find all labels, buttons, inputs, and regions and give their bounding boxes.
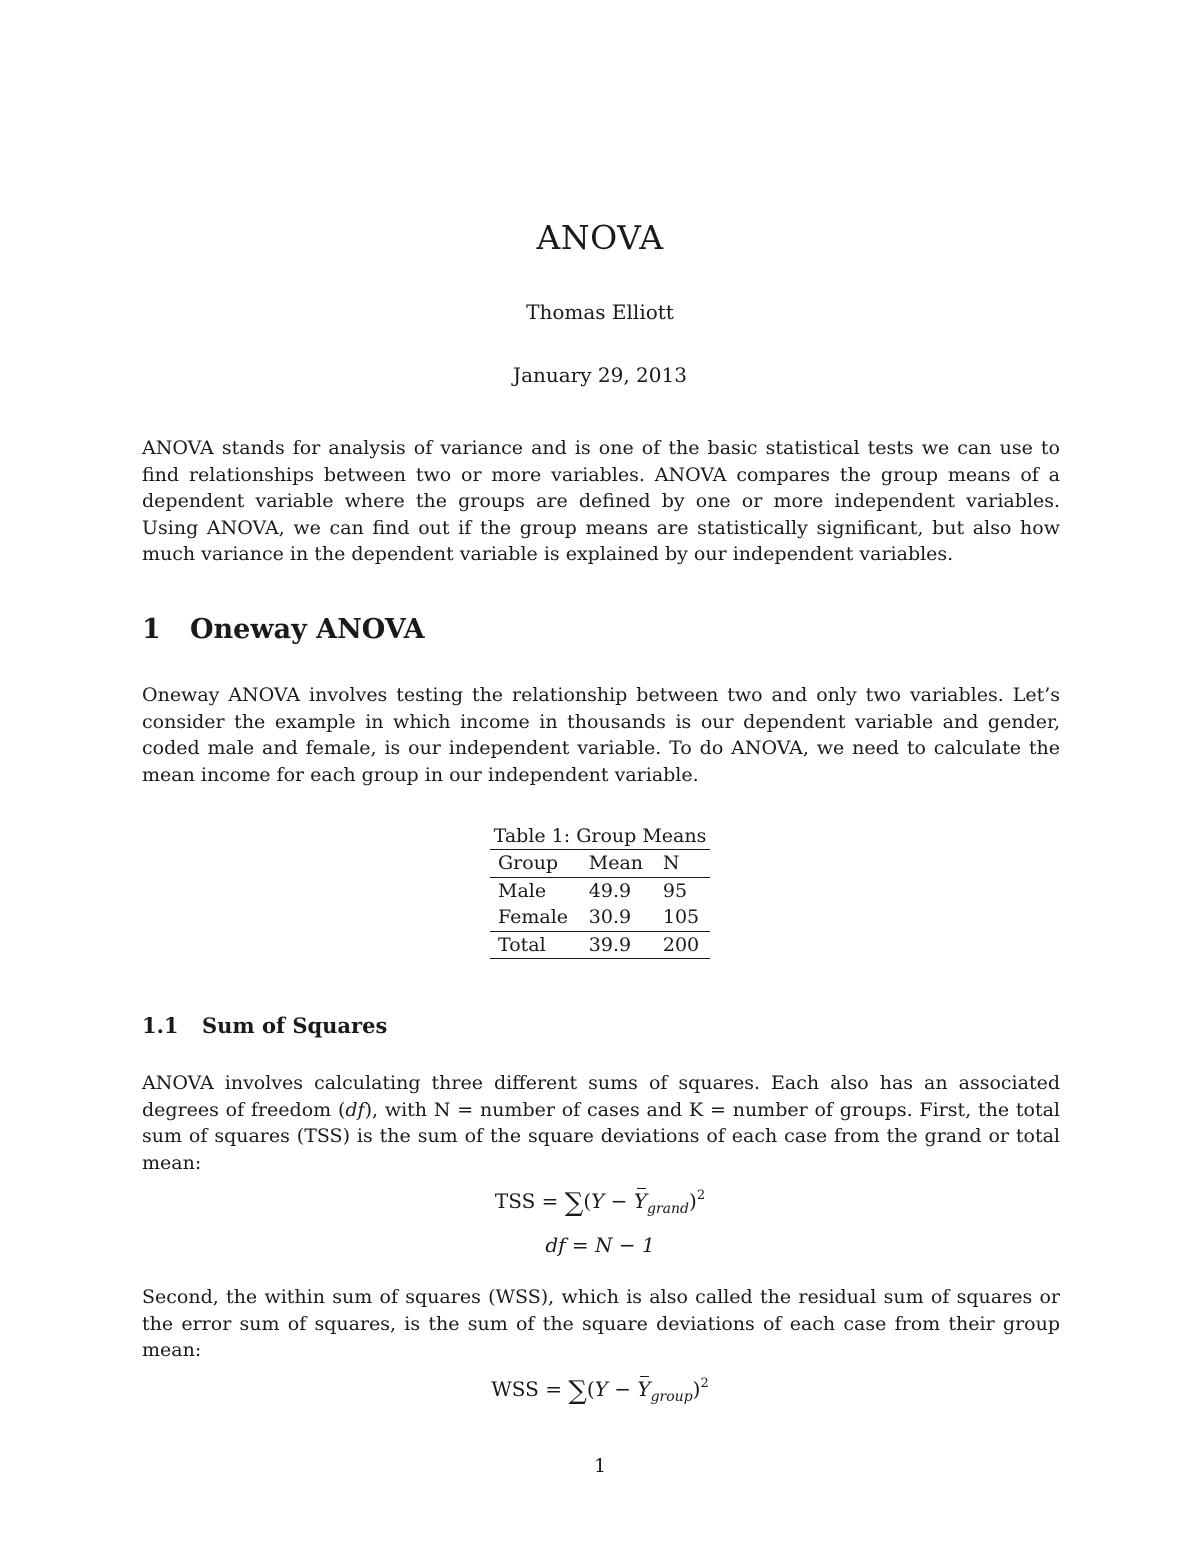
sum-symbol: ∑	[564, 1188, 584, 1218]
table-cell: Total	[490, 931, 581, 959]
tss-subscript: grand	[647, 1201, 690, 1217]
section1-1-text-2: Second, the within sum of squares (WSS), which is also called the residual sum of squares or the error sum of squares, is the sum of the square deviations of each case from their group mean:	[142, 1286, 1060, 1361]
table-header-row	[490, 850, 710, 878]
table-header-cell: N	[655, 850, 710, 878]
table-cell: Male	[498, 879, 547, 902]
table-row	[490, 904, 710, 931]
table-cell: 39.9	[581, 931, 655, 959]
table-cell: Female	[498, 906, 569, 928]
table-caption: Table 1: Group Means	[493, 825, 707, 847]
subsection-number: 1.1	[142, 1013, 179, 1038]
sum-symbol: ∑	[568, 1376, 587, 1406]
table-cell: 105	[662, 906, 700, 928]
df-equation-text: df = N − 1	[545, 1233, 655, 1257]
group-means-table	[490, 849, 710, 959]
table-header-cell: Mean	[581, 850, 655, 878]
section1-text: Oneway ANOVA involves testing the relationship between two and only two variables. Let’s consider the example in which income in thousands is our dependent variable and gender, coded male and female, is our independent variable. To do ANOVA, we need to calculate the mean income for each group in our independent variable.	[142, 684, 1060, 786]
section1-1-paragraph	[142, 1070, 1060, 1176]
wss-label: WSS	[491, 1377, 539, 1401]
document-author: Thomas Elliott	[526, 300, 674, 324]
intro-paragraph	[142, 435, 1060, 568]
table-row	[490, 877, 710, 904]
table-header-cell: Group	[490, 850, 581, 878]
text-run: ANOVA involves calculating three different sums of squares. Each also has an associated degrees of freedom (	[142, 1072, 1060, 1121]
document-date: January 29, 2013	[513, 363, 687, 387]
document-title: ANOVA	[536, 218, 664, 257]
section1-1-paragraph-2	[142, 1284, 1060, 1364]
wss-subscript: group	[650, 1389, 693, 1405]
section-heading-1	[142, 614, 425, 645]
text-run: ), with N = number of cases and K = number of groups. First, the total sum of squares (TSS) is the sum of the square deviations of each case from the grand or total mean:	[142, 1098, 1060, 1174]
page-number: 1	[593, 1455, 607, 1477]
table-cell: 30.9	[588, 906, 632, 928]
section-title: Oneway ANOVA	[190, 614, 425, 645]
text-run-italic: df	[345, 1098, 365, 1121]
tss-equation: TSS = $\sum(Y - Y_{grand})^2$	[494, 1188, 706, 1218]
table-cell: 49.9	[588, 879, 632, 902]
tss-label: TSS	[494, 1189, 536, 1213]
section1-1-text	[142, 1070, 1060, 1176]
section-heading-1-1	[142, 1013, 387, 1038]
table-cell: 95	[662, 879, 688, 902]
table-cell: 200	[655, 931, 710, 959]
df-equation	[0, 1233, 1200, 1257]
section1-paragraph	[142, 682, 1060, 788]
intro-text: ANOVA stands for analysis of variance and is one of the basic statistical tests we can use to find relationships between two or more variables. ANOVA compares the group means of a dependent variable where the groups are defined by one or more independent variables. Using ANOVA, we can find out if the group means are statistically significant, but also how much variance in the dependent variable is explained by our independent variables.	[142, 437, 1060, 565]
wss-equation: WSS = $\sum(Y - Y_{group})^2$	[491, 1376, 709, 1406]
table-total-row	[490, 931, 710, 959]
section-number: 1	[142, 614, 161, 645]
subsection-title: Sum of Squares	[202, 1013, 388, 1038]
